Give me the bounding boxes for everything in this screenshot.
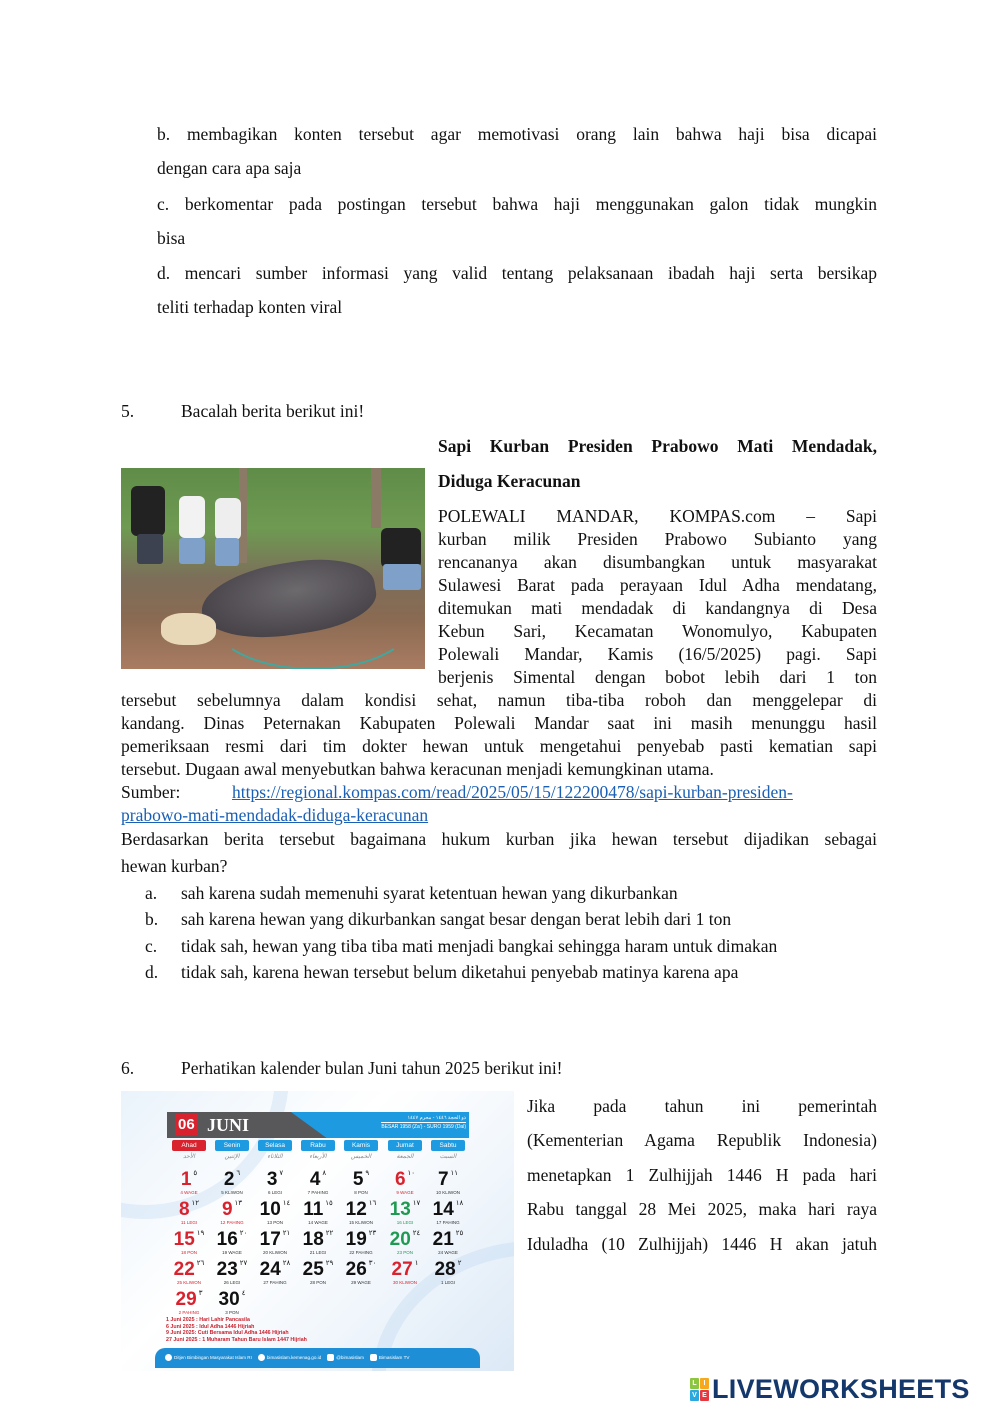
day-header-jumat: Jumat	[388, 1140, 422, 1151]
q4-option-c-line1: c. berkomentar pada postingan tersebut bahwa haji menggunakan galon tidak mungkin	[157, 194, 877, 214]
javanese-date: 14 WAGE	[308, 1220, 328, 1225]
javanese-date: 1 LEGI	[440, 1280, 455, 1285]
footer-website: bimasislam.kemenag.go.id	[266, 1355, 322, 1360]
question-5-number: 5.	[121, 401, 135, 421]
javanese-date: 26 LEGI	[223, 1280, 241, 1285]
javanese-date: 17 PAHING	[436, 1220, 460, 1225]
q6-line: menetapkan 1 Zulhijjah 1446 H pada hari	[527, 1165, 877, 1185]
calendar-date-cell	[210, 1289, 254, 1317]
day-header-senin: Senin	[215, 1140, 249, 1151]
day-header-sabtu: Sabtu	[431, 1140, 465, 1151]
javanese-date: 7 PAHING	[307, 1190, 329, 1195]
gregorian-date: 7	[437, 1169, 449, 1190]
news-title-line2: Diduga Keracunan	[438, 471, 581, 491]
javanese-date: 20 KLIWON	[262, 1250, 287, 1255]
youtube-icon	[370, 1354, 377, 1361]
news-line: tersebut. Dugaan awal menyebutkan bahwa keracunan menjadi kemungkinan utama.	[121, 759, 714, 779]
gregorian-date: 5	[352, 1169, 364, 1190]
gregorian-date: 9	[221, 1199, 233, 1220]
logo-letter: V	[690, 1390, 699, 1401]
javanese-date: 25 KLIWON	[176, 1280, 201, 1285]
gregorian-date: 25	[302, 1259, 324, 1280]
hijri-date: ١٧	[412, 1200, 421, 1207]
hijri-date: ١٠	[407, 1170, 416, 1177]
javanese-date: 16 LEGI	[396, 1220, 414, 1225]
calendar-date-cell	[296, 1259, 340, 1287]
gregorian-date: 14	[432, 1199, 454, 1220]
gregorian-date: 24	[259, 1259, 281, 1280]
gregorian-date: 21	[432, 1229, 454, 1250]
javanese-date: 5 KLIWON	[221, 1190, 243, 1195]
news-line: POLEWALI MANDAR, KOMPAS.com – Sapi	[438, 506, 877, 526]
javanese-date: 24 WAGE	[438, 1250, 458, 1255]
facebook-icon	[165, 1354, 172, 1361]
question-5-text-line1: Berdasarkan berita tersebut bagaimana hukum kurban jika hewan tersebut dijadikan sebagai	[121, 829, 877, 849]
javanese-date: 10 KLIWON	[435, 1190, 460, 1195]
question-5-text-line2: hewan kurban?	[121, 856, 228, 876]
hijri-date: ٨	[322, 1170, 327, 1177]
hijri-month-label: ذو الحجة ١٤٤٦ - محرم ١٤٤٧	[407, 1115, 466, 1121]
question-5-prompt: Bacalah berita berikut ini!	[181, 401, 365, 421]
day-arabic: الخميس	[350, 1154, 372, 1160]
gregorian-date: 11	[303, 1199, 324, 1220]
source-label: Sumber:	[121, 782, 181, 802]
calendar-date-cell	[426, 1169, 470, 1197]
day-header-kamis: Kamis	[344, 1140, 378, 1151]
calendar-date-cell	[253, 1259, 297, 1287]
logo-letter: I	[700, 1378, 709, 1389]
javanese-date: 9 WAGE	[396, 1190, 414, 1195]
option-a[interactable]: sah karena sudah memenuhi syarat ketentuan hewan yang dikurbankan	[181, 883, 678, 903]
hijri-date: ٢٩	[325, 1260, 334, 1267]
hijri-date: ١٣	[234, 1200, 243, 1207]
hijri-date: ٢٠	[239, 1230, 248, 1237]
javanese-date: 22 PAHING	[349, 1250, 373, 1255]
q6-line: (Kementerian Agama Republik Indonesia)	[527, 1130, 877, 1150]
gregorian-date: 3	[266, 1169, 278, 1190]
option-a-letter: a.	[145, 883, 158, 903]
gregorian-date: 19	[345, 1229, 367, 1250]
q6-line: Iduladha (10 Zulhijjah) 1446 H akan jatuh	[527, 1234, 877, 1254]
calendar-date-cell	[339, 1169, 383, 1197]
calendar-date-cell	[253, 1169, 297, 1197]
javanese-month-label: BESAR 1958 (Za') - SURO 1959 (Dal)	[381, 1124, 466, 1130]
gregorian-date: 17	[259, 1229, 281, 1250]
hijri-date: ٢٧	[239, 1260, 248, 1267]
calendar-date-cell	[167, 1199, 211, 1227]
day-arabic: الجمعة	[396, 1154, 414, 1160]
javanese-date: 8 PON	[354, 1190, 368, 1195]
hijri-date: ٢٦	[196, 1260, 205, 1267]
hijri-date: ١٥	[325, 1200, 333, 1207]
gregorian-date: 8	[178, 1199, 190, 1220]
hijri-date: ١١	[450, 1170, 459, 1177]
gregorian-date: 22	[173, 1259, 195, 1280]
hijri-date: ٢٢	[325, 1230, 334, 1237]
news-photo-dead-cow	[121, 468, 425, 669]
gregorian-date: 28	[434, 1259, 456, 1280]
day-arabic: الثلاثاء	[267, 1154, 283, 1160]
day-arabic: الأحد	[183, 1154, 195, 1160]
calendar-date-cell	[296, 1229, 340, 1257]
logo-letter: L	[690, 1378, 699, 1389]
q4-option-d-line1: d. mencari sumber informasi yang valid tentang pelaksanaan ibadah haji serta bersikap	[157, 263, 877, 283]
gregorian-date: 10	[259, 1199, 281, 1220]
javanese-date: 6 LEGI	[267, 1190, 282, 1195]
calendar-date-cell	[383, 1229, 427, 1257]
holiday-note: 6 Juni 2025 : Idul Adha 1446 Hijriah	[166, 1323, 255, 1330]
calendar-date-cell	[253, 1199, 297, 1227]
hijri-date: ١٨	[455, 1200, 464, 1207]
gregorian-date: 27	[391, 1259, 413, 1280]
calendar-date-cell	[426, 1259, 470, 1287]
hijri-date: ١٦	[368, 1200, 377, 1207]
gregorian-date: 18	[302, 1229, 324, 1250]
calendar-month-name: JUNI	[207, 1115, 250, 1135]
hijri-date: ٢١	[282, 1230, 291, 1237]
liveworksheets-logo	[690, 1374, 970, 1405]
calendar-date-cell	[210, 1229, 254, 1257]
live-blocks-icon	[690, 1378, 709, 1401]
option-d[interactable]: tidak sah, karena hewan tersebut belum diketahui penyebab matinya karena apa	[181, 962, 739, 982]
javanese-date: 29 WAGE	[351, 1280, 371, 1285]
javanese-date: 12 PAHING	[220, 1220, 244, 1225]
calendar-date-cell	[296, 1169, 340, 1197]
calendar-date-cell	[167, 1169, 211, 1197]
q4-option-c-line2: bisa	[157, 228, 186, 248]
hijri-date: ١	[414, 1260, 419, 1267]
gregorian-date: 20	[389, 1229, 411, 1250]
globe-icon	[258, 1354, 265, 1361]
calendar-date-cell	[167, 1259, 211, 1287]
hijri-date: ٢	[457, 1260, 462, 1267]
gregorian-date: 2	[223, 1169, 235, 1190]
option-b[interactable]: sah karena hewan yang dikurbankan sangat besar dengan berat lebih dari 1 ton	[181, 909, 732, 929]
option-c-letter: c.	[145, 936, 158, 956]
news-line: pemeriksaan resmi dari tim dokter hewan untuk mengetahui penyebab pasti kematian sapi	[121, 736, 877, 756]
gregorian-date: 26	[345, 1259, 367, 1280]
option-d-letter: d.	[145, 962, 159, 982]
hijri-date: ٢٤	[412, 1230, 421, 1237]
javanese-date: 19 WAGE	[222, 1250, 242, 1255]
javanese-date: 18 PON	[180, 1250, 197, 1255]
q4-option-b-line2: dengan cara apa saja	[157, 158, 302, 178]
day-arabic: السبت	[439, 1154, 457, 1160]
option-b-letter: b.	[145, 909, 159, 929]
instagram-x-icon	[327, 1354, 334, 1361]
holiday-note: 27 Juni 2025 : 1 Muharam Tahun Baru Islam 1447 Hijriah	[166, 1336, 307, 1343]
javanese-date: 21 LEGI	[309, 1250, 327, 1255]
calendar-date-cell	[339, 1229, 383, 1257]
gregorian-date: 12	[345, 1199, 367, 1220]
calendar-date-cell	[296, 1199, 340, 1227]
q4-option-d-line2: teliti terhadap konten viral	[157, 297, 343, 317]
calendar-date-cell	[167, 1229, 211, 1257]
calendar-date-cell	[253, 1229, 297, 1257]
hijri-date: ٦	[236, 1170, 241, 1177]
hijri-date: ١٩	[196, 1230, 205, 1237]
calendar-date-cell	[210, 1199, 254, 1227]
day-header-selasa: Selasa	[258, 1140, 292, 1151]
question-6-number: 6.	[121, 1058, 135, 1078]
gregorian-date: 13	[389, 1199, 411, 1220]
hijri-date: ٢٣	[368, 1230, 377, 1237]
gregorian-date: 1	[180, 1169, 192, 1190]
hijri-date: ٢٥	[455, 1230, 464, 1237]
news-line: berjenis Simental dengan bobot lebih dari 1 ton	[438, 667, 877, 687]
gregorian-date: 29	[175, 1289, 197, 1310]
hijri-date: ٧	[279, 1170, 284, 1177]
hijri-date: ٢٨	[282, 1260, 291, 1267]
source-link[interactable]: https://regional.kompas.com/read/2025/05/15/122200478/sapi-kurban-presiden-	[232, 782, 793, 802]
footer-social: @bimasislam	[336, 1355, 364, 1360]
calendar-date-cell	[339, 1199, 383, 1227]
footer-youtube: Bimasislam TV	[378, 1355, 410, 1360]
calendar-date-cell	[426, 1229, 470, 1257]
calendar-date-cell	[210, 1169, 254, 1197]
option-c[interactable]: tidak sah, hewan yang tiba tiba mati menjadi bangkai sehingga haram untuk dimakan	[181, 936, 778, 956]
javanese-date: 28 PON	[309, 1280, 326, 1285]
javanese-date: 4 WAGE	[180, 1190, 198, 1195]
javanese-date: 27 PAHING	[263, 1280, 287, 1285]
day-arabic: الإثنين	[224, 1154, 240, 1160]
q6-line: Rabu tanggal 28 Mei 2025, maka hari raya	[527, 1199, 877, 1219]
gregorian-date: 16	[216, 1229, 238, 1250]
news-line: Polewali Mandar, Kamis (16/5/2025) pagi. Sapi	[438, 644, 877, 664]
calendar-date-cell	[210, 1259, 254, 1287]
day-header-rabu: Rabu	[301, 1140, 335, 1151]
holiday-note: 9 Juni 2025: Cuti Bersama Idul Adha 1446 Hijriah	[166, 1330, 289, 1336]
hijri-date: ١٤	[282, 1200, 291, 1207]
gregorian-date: 4	[309, 1169, 321, 1190]
hijri-date: ٥	[193, 1170, 198, 1177]
javanese-date: 11 LEGI	[180, 1220, 198, 1225]
calendar-footer	[155, 1348, 480, 1368]
hijri-date: ٤	[241, 1290, 246, 1297]
calendar-date-cell	[339, 1259, 383, 1287]
hijri-date: ١٢	[191, 1200, 200, 1207]
cow-head-shape	[161, 613, 216, 645]
javanese-date: 23 PON	[396, 1250, 413, 1255]
calendar-date-cell	[383, 1259, 427, 1287]
news-line: ditemukan mati mendadak di kandangnya di Desa	[438, 598, 877, 618]
day-header-ahad: Ahad	[172, 1140, 206, 1151]
gregorian-date: 15	[173, 1229, 195, 1250]
news-line: kurban milik Presiden Prabowo Subianto yang	[438, 529, 877, 549]
news-line: kandang. Dinas Peternakan Kabupaten Polewali Mandar saat ini masih menunggu hasil	[121, 713, 877, 733]
q4-option-b-line1: b. membagikan konten tersebut agar memotivasi orang lain bahwa haji bisa dicapai	[157, 124, 877, 144]
footer-facebook: Ditjen Bimbingan Masyarakat Islam RI	[174, 1355, 252, 1360]
hijri-date: ٩	[365, 1170, 370, 1177]
calendar-date-cell	[167, 1289, 211, 1317]
holiday-note: 1 Juni 2025 : Hari Lahir Pancasila	[166, 1317, 250, 1323]
calendar-date-cell	[383, 1199, 427, 1227]
hijri-date: ٣٠	[368, 1260, 377, 1267]
question-6-prompt: Perhatikan kalender bulan Juni tahun 2025 berikut ini!	[181, 1058, 563, 1078]
calendar-date-cell	[426, 1199, 470, 1227]
javanese-date: 2 PAHING	[178, 1310, 200, 1315]
news-line: Sulawesi Barat pada perayaan Idul Adha mendatang,	[438, 575, 877, 595]
news-line: tersebut sebelumnya dalam kondisi sehat, namun tiba-tiba roboh dan menggelepar di	[121, 690, 877, 710]
logo-letter: E	[700, 1390, 709, 1401]
day-arabic: الأربعاء	[309, 1154, 327, 1160]
calendar-date-cell	[383, 1169, 427, 1197]
news-line: Kebun Sari, Kecamatan Wonomulyo, Kabupaten	[438, 621, 877, 641]
news-line: rencananya akan disumbangkan untuk masyarakat	[438, 552, 877, 572]
calendar-hijri-info	[381, 1114, 466, 1131]
logo-text: LIVEWORKSHEETS	[712, 1374, 970, 1404]
gregorian-date: 6	[394, 1169, 406, 1190]
news-title-line1: Sapi Kurban Presiden Prabowo Mati Mendadak,	[438, 436, 877, 456]
hijri-date: ٣	[198, 1290, 203, 1297]
june-2025-calendar	[121, 1091, 514, 1371]
calendar-holiday-notes	[166, 1317, 307, 1343]
javanese-date: 15 KLIWON	[348, 1220, 373, 1225]
javanese-date: 13 PON	[266, 1220, 283, 1225]
javanese-date: 3 PON	[225, 1310, 239, 1315]
gregorian-date: 30	[218, 1289, 240, 1310]
javanese-date: 30 KLIWON	[392, 1280, 417, 1285]
source-link-continued[interactable]: prabowo-mati-mendadak-diduga-keracunan	[121, 805, 429, 825]
q6-line: Jika pada tahun ini pemerintah	[527, 1096, 877, 1116]
calendar-month-number: 06	[175, 1114, 198, 1135]
gregorian-date: 23	[216, 1259, 238, 1280]
